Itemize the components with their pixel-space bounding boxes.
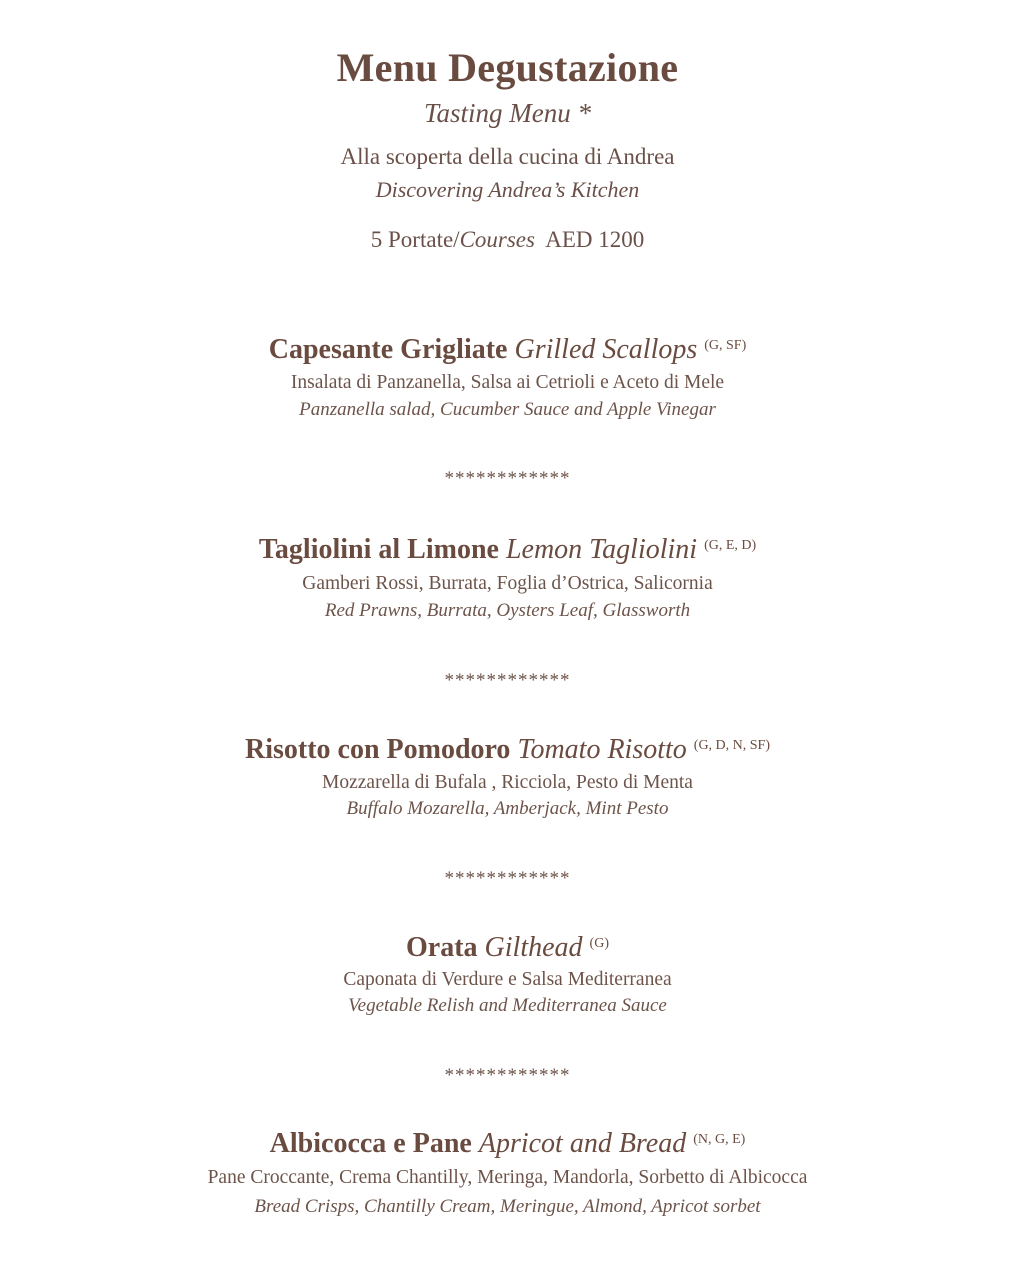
course-description-italian: Mozzarella di Bufala , Ricciola, Pesto di Menta	[322, 772, 693, 793]
intro-italian: Alla scoperta della cucina di Andrea	[340, 144, 675, 169]
course-description-italian: Pane Croccante, Crema Chantilly, Meringa, Mandorla, Sorbetto di Albicocca	[207, 1167, 808, 1188]
intro-english: Discovering Andrea’s Kitchen	[375, 177, 640, 202]
divider: ************	[444, 670, 571, 691]
course-description-italian: Gamberi Rossi, Burrata, Foglia d’Ostrica, Salicornia	[302, 573, 713, 594]
course-description-english: Red Prawns, Burrata, Oysters Leaf, Glassworth	[324, 600, 691, 621]
course-name-english: Gilthead	[484, 932, 583, 963]
course-name-english: Apricot and Bread	[478, 1128, 687, 1159]
course-name-italian: Tagliolini al Limone	[258, 534, 499, 565]
portions-label: 5 Portate/	[370, 227, 460, 252]
allergen-codes: (N, G, E)	[693, 1132, 746, 1147]
course-name-italian: Capesante Grigliate	[268, 334, 508, 365]
price-line	[0, 227, 1015, 253]
course-name-italian: Albicocca e Pane	[269, 1128, 472, 1159]
divider: ************	[444, 468, 571, 489]
allergen-codes: (G, E, D)	[704, 538, 757, 553]
page-subtitle: Tasting Menu *	[423, 98, 592, 128]
course-name-english: Tomato Risotto	[517, 734, 687, 765]
course-title	[0, 1128, 1015, 1160]
course-name-italian: Risotto con Pomodoro	[244, 734, 511, 765]
course-description-english: Buffalo Mozarella, Amberjack, Mint Pesto	[346, 798, 669, 819]
page-title: Menu Degustazione	[336, 45, 679, 90]
courses-label: Courses	[459, 227, 535, 252]
course-title	[0, 334, 1015, 366]
course-description-italian: Insalata di Panzanella, Salsa ai Cetrioli e Aceto di Mele	[290, 372, 725, 393]
divider: ************	[444, 868, 571, 889]
course-description-english: Bread Crisps, Chantilly Cream, Meringue, Almond, Apricot sorbet	[254, 1196, 761, 1217]
course-name-english: Grilled Scallops	[514, 334, 698, 365]
divider: ************	[444, 1065, 571, 1086]
course-title	[0, 734, 1015, 766]
allergen-codes: (G, D, N, SF)	[693, 738, 771, 753]
allergen-codes: (G)	[589, 936, 609, 951]
course-name-italian: Orata	[406, 932, 478, 963]
allergen-codes: (G, SF)	[704, 338, 747, 353]
course-title	[0, 932, 1015, 964]
course-description-italian: Caponata di Verdure e Salsa Mediterranea	[343, 969, 672, 990]
course-title	[0, 534, 1015, 566]
course-name-english: Lemon Tagliolini	[505, 534, 698, 565]
course-description-english: Vegetable Relish and Mediterranea Sauce	[348, 995, 667, 1016]
course-description-english: Panzanella salad, Cucumber Sauce and Apple Vinegar	[299, 399, 716, 420]
price: AED 1200	[545, 227, 645, 252]
